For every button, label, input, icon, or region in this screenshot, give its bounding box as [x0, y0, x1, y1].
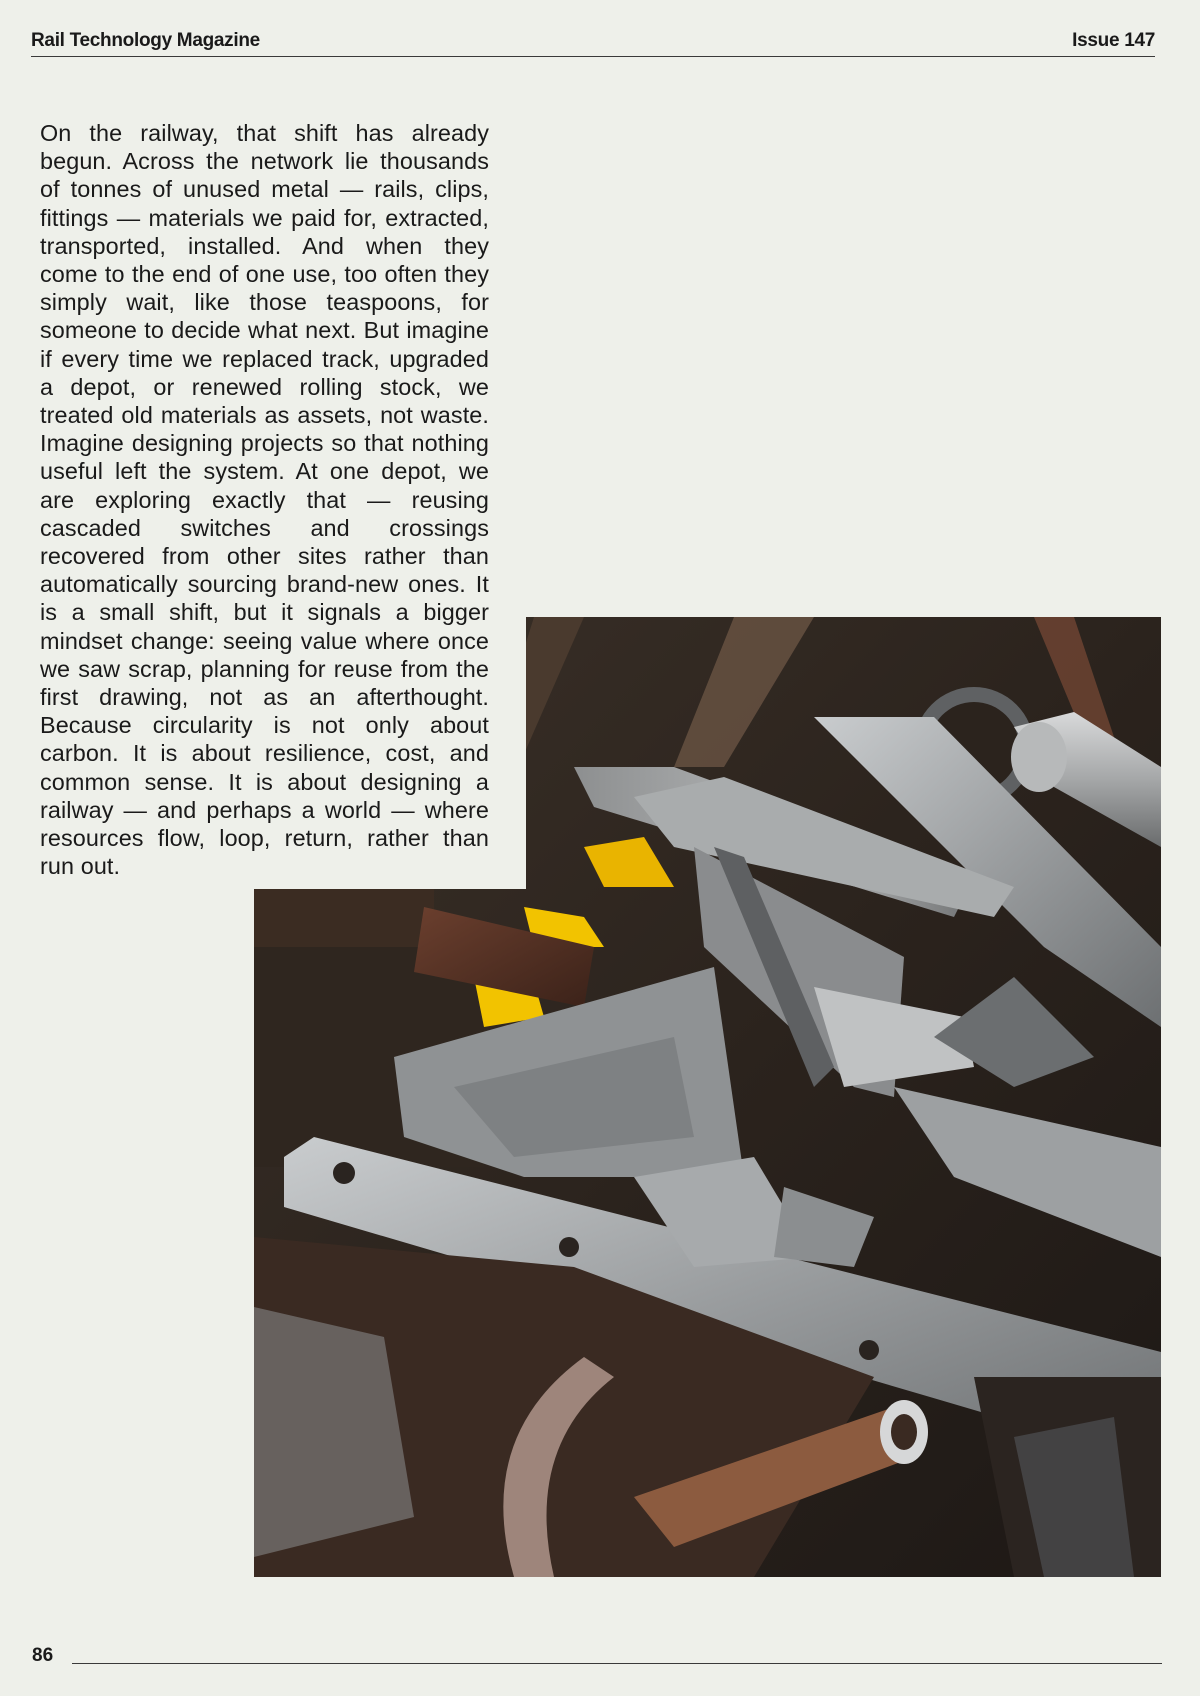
issue-number: Issue 147 [1072, 30, 1155, 51]
page-number: 86 [32, 1645, 54, 1666]
footer-rule [72, 1663, 1162, 1664]
article-body: On the railway, that shift has already begun. Across the network lie thousands of tonnes of unused metal — rails, clips, fittings — materials we paid for, extracted, transported, installed. And when they come to the end of one use, too often they simply wait, like those teaspoons, for someone to decide what next. But imagine if every time we replaced track, upgraded a depot, or renewed rolling stock, we treated old materials as assets, not waste. Imagine designing projects so that nothing useful left the system. At one depot, we are exploring exactly that — reusing cascaded switches and crossings recovered from other sites rather than automatically sourcing brand-new ones. It is a small shift, but it signals a bigger mindset change: seeing value where once we saw scrap, planning for reuse from the first drawing, not as an afterthought. Because circularity is not only about carbon. It is about resilience, cost, and common sense. It is about designing a railway — and perhaps a world — where resources flow, loop, return, rather than run out. [40, 120, 489, 880]
magazine-title: Rail Technology Magazine [31, 30, 260, 51]
running-header [31, 28, 1155, 57]
